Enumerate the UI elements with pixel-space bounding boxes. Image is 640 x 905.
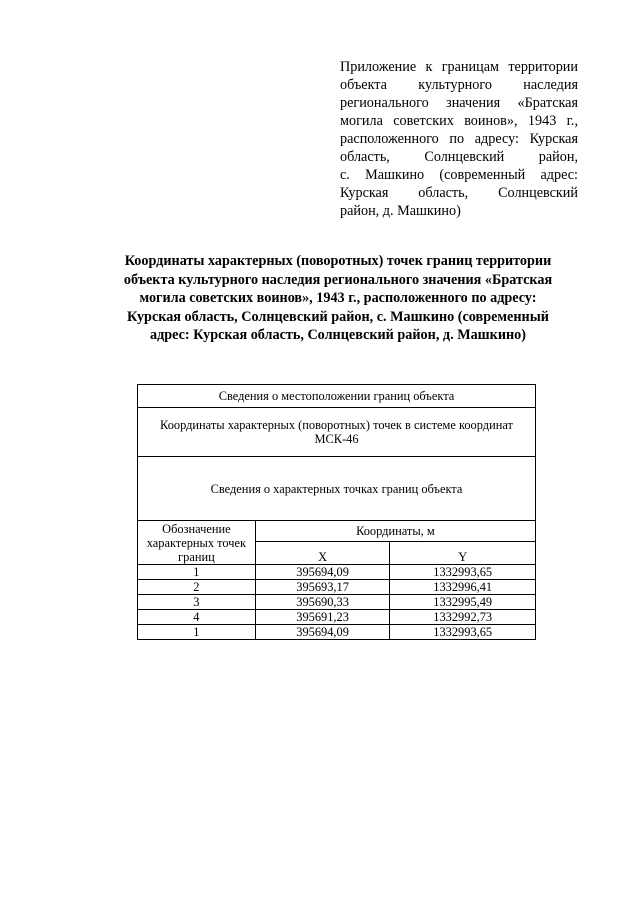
designation-header: Обозначение характерных точек границ: [138, 521, 256, 565]
appendix-line: Курская область, Солнцевский: [340, 185, 578, 201]
appendix-line: объекта культурного наследия: [340, 77, 578, 93]
coordinates-header: Координаты, м: [255, 521, 535, 542]
title-line: адрес: Курская область, Солнцевский район, д. Машкино): [150, 327, 526, 343]
x-cell: 395694,09: [255, 625, 390, 640]
x-header: X: [255, 541, 390, 564]
point-cell: 2: [138, 580, 256, 595]
x-cell: 395693,17: [255, 580, 390, 595]
point-cell: 1: [138, 565, 256, 580]
point-cell: 4: [138, 610, 256, 625]
x-cell: 395691,23: [255, 610, 390, 625]
title-line: объекта культурного наследия регионального значения «Братская: [123, 271, 553, 288]
y-cell: 1332995,49: [390, 595, 536, 610]
title-line: Координаты характерных (поворотных) точек границ территории: [124, 253, 552, 269]
point-cell: 1: [138, 625, 256, 640]
location-header: Сведения о местоположении границ объекта: [138, 385, 536, 408]
table-row: [138, 610, 536, 625]
appendix-line: с. Машкино (современный адрес:: [340, 167, 578, 183]
table-row: [138, 595, 536, 610]
title-line: Курская область, Солнцевский район, с. Машкино (современный: [127, 308, 549, 325]
table-row: [138, 580, 536, 595]
y-header: Y: [390, 541, 536, 564]
table-row: [138, 625, 536, 640]
appendix-line: Приложение к границам территории: [340, 59, 578, 75]
point-cell: 3: [138, 595, 256, 610]
y-cell: 1332993,65: [390, 565, 536, 580]
appendix-line: регионального значения «Братская: [340, 95, 578, 111]
appendix-note: [340, 58, 578, 220]
appendix-line: могила советских воинов», 1943 г.,: [340, 113, 578, 129]
appendix-line: район, д. Машкино): [340, 203, 461, 219]
coordinate-system-header: Координаты характерных (поворотных) точек в системе координат МСК-46: [138, 408, 536, 457]
table-row: [138, 565, 536, 580]
points-info-header: Сведения о характерных точках границ объекта: [138, 457, 536, 521]
appendix-line: расположенного по адресу: Курская: [340, 131, 578, 147]
document-title: [100, 252, 576, 345]
title-line: могила советских воинов», 1943 г., расположенного по адресу:: [139, 290, 537, 306]
x-cell: 395690,33: [255, 595, 390, 610]
coordinates-table: [137, 384, 536, 640]
y-cell: 1332996,41: [390, 580, 536, 595]
x-cell: 395694,09: [255, 565, 390, 580]
y-cell: 1332993,65: [390, 625, 536, 640]
y-cell: 1332992,73: [390, 610, 536, 625]
appendix-line: область, Солнцевский район,: [340, 149, 578, 165]
